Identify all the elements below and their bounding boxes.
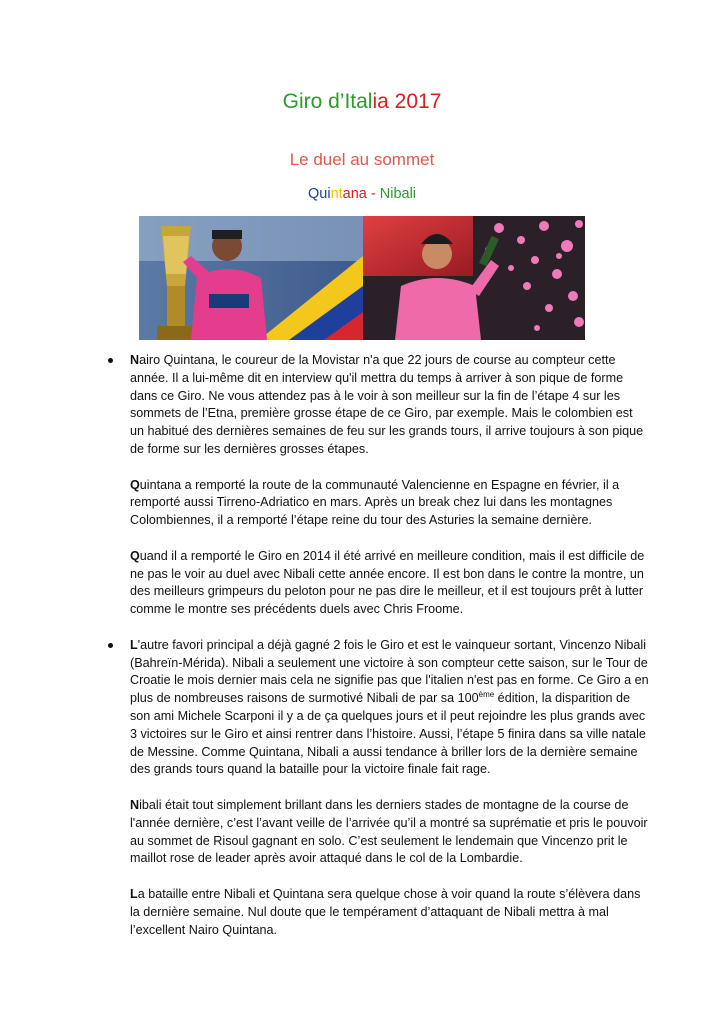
bullet-icon: [108, 643, 113, 648]
paragraph-nibali-2: Nibali était tout simplement brillant dans les derniers stades de montagne de la course de l'année dernière, c’est l’avant veille de l’arrivée qu’il a montré sa suprématie et pris le pouvoir au sommet de Risoul gagnant en solo. C’est seulement le lendemain que Vincenzo prit le maillot rose de leader après avoir attaqué dans le col de la Lombardie.: [130, 797, 648, 866]
paragraph-nibali-1: L'autre favori principal a déjà gagné 2 fois le Giro et est le vainqueur sortant, Vincenzo Nibali (Bahreïn-Mérida). Nibali a seulement une victoire à son compteur cette saison, sur le Tour de Croatie le mois dernier mais cela ne signifie pas que l'italien n'est pas en forme. Ce Giro a en plus de nombreuses raisons de surmotivé Nibali de par sa 100ème édition, la disparition de son ami Michele Scarponi il y a de ça quelques jours et il peut rejoindre les plus grands avec 3 victoires sur le Giro et ainsi rentrer dans l’histoire. Aussi, l’étape 5 finira dans sa ville natale de Messine. Comme Quintana, Nibali a aussi tendance à briller lors de la dernière semaine des grands tours quand la bataille pour la victoire finale fait rage.: [130, 637, 650, 779]
duel-separator: -: [366, 186, 380, 202]
document-title: [0, 88, 724, 116]
paragraph-quintana-1: Nairo Quintana, le coureur de la Movistar n'a que 22 jours de course au compteur cette année. Il a lui-même dit en interview qu'il mettra du temps à arriver à son pique de forme dans ce Giro. Ne vous attendez pas à le voir à son meilleur sur la fin de l’étape 4 sur les sommets de l’Etna, première grosse étape de ce Giro, par exemple. Mais le colombien est un habitué des dernières semaines de feu sur les grands tours, il arrive toujours à son pique de forme sur les dernières grosses étapes.: [130, 352, 650, 459]
paragraph-conclusion: La bataille entre Nibali et Quintana sera quelque chose à voir quand la route s’élèvera dans la dernière semaine. Nul doute que le tempérament d’attaquant de Nibali mettra à mal l’excellent Nairo Quintana.: [130, 886, 641, 937]
duel-quintana-yellow: nt: [330, 186, 343, 202]
paragraph-quintana-2: Quintana a remporté la route de la communauté Valencienne en Espagne en février, il a remporté aussi Tirreno-Adriatico en mars. Après un break chez lui dans les montagnes Colombiennes, il a remporté l’étape reine du tour des Asturies la semaine dernière.: [130, 477, 620, 528]
header-photo: [139, 216, 585, 340]
article-body: [130, 352, 650, 957]
title-part-green: Giro d’Ital: [282, 90, 373, 113]
bullet-icon: [108, 358, 113, 363]
duel-quintana-red: ana: [342, 186, 367, 202]
quintana-photo: [139, 216, 363, 340]
document-subtitle: Le duel au sommet: [289, 150, 435, 169]
duel-nibali: Nibali: [379, 186, 417, 202]
nibali-photo: [363, 216, 585, 340]
title-part-red: ia 2017: [372, 90, 442, 113]
paragraph-quintana-3: Quand il a remporté le Giro en 2014 il été arrivé en meilleure condition, mais il est difficile de ne pas le voir au duel avec Nibali cette année encore. Il est bon dans le contre la montre, un des meilleurs grimpeurs du peloton pour ne pas dire le meilleur, et il est toujours prêt à lutter comme le montre ses précédents duels avec Chris Froome.: [130, 548, 645, 617]
duel-quintana-blue: Qui: [307, 186, 331, 202]
duel-line: [0, 184, 724, 204]
